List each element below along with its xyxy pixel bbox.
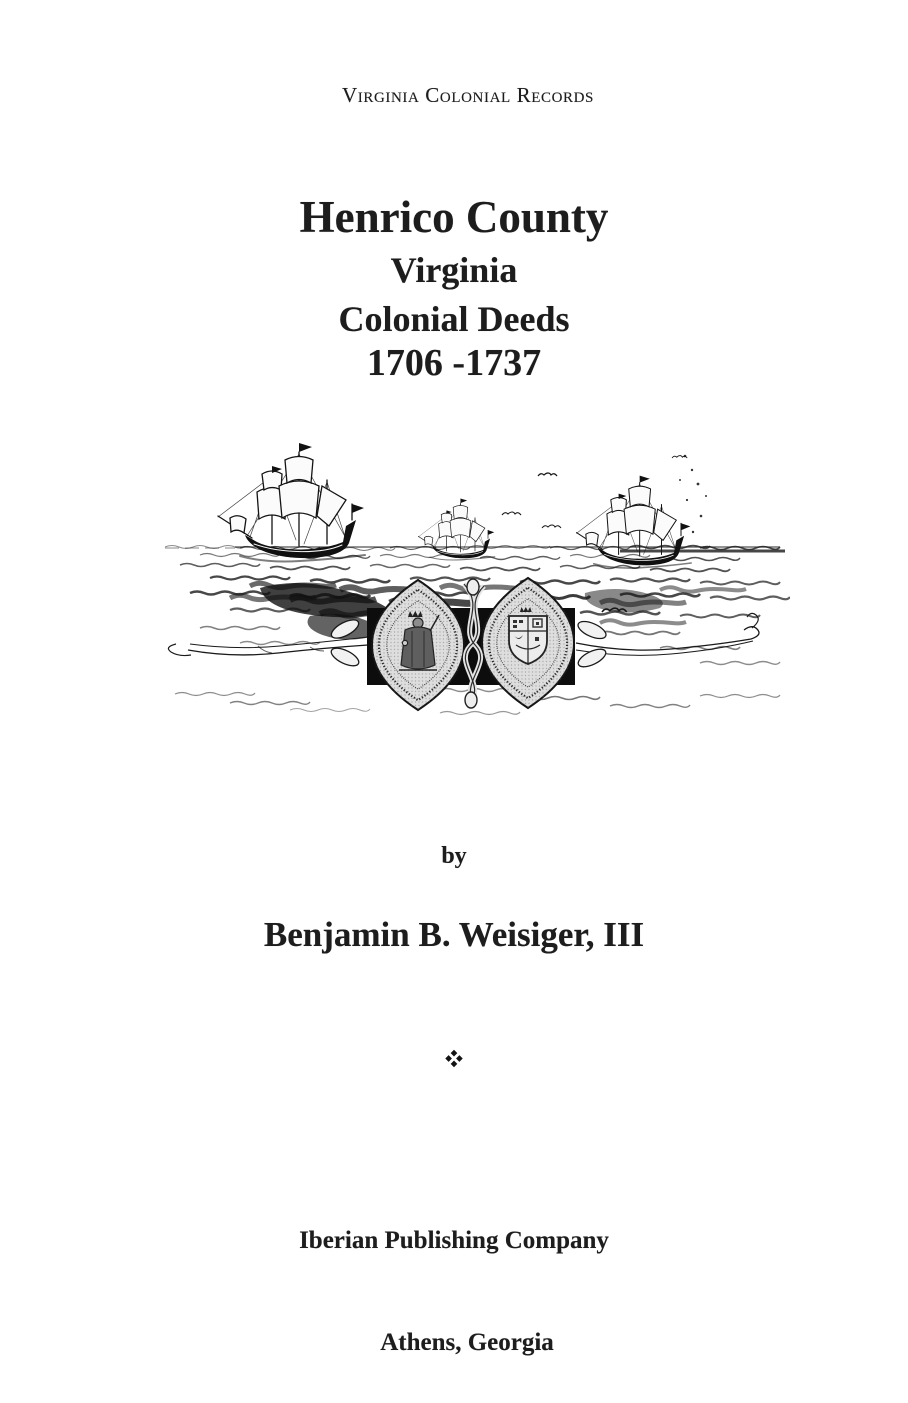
- publisher-name: Iberian Publishing Company: [299, 1227, 609, 1254]
- book-subtitle-type: Colonial Deeds: [338, 299, 570, 339]
- publisher-location: Athens, Georgia: [380, 1329, 554, 1356]
- book-date-range: 1706 -1737: [366, 342, 542, 384]
- ships-and-seals-engraving: [140, 438, 790, 738]
- book-title: Henrico County: [299, 192, 609, 242]
- series-header: Virginia Colonial Records: [342, 83, 594, 107]
- ship-middle: [418, 498, 494, 560]
- byline-label: by: [441, 843, 467, 869]
- ship-left: [218, 443, 365, 561]
- author-name: Benjamin B. Weisiger, III: [263, 915, 645, 954]
- imprint: [0, 1156, 908, 1403]
- book-subtitle-state: Virginia: [390, 250, 518, 290]
- four-diamond-ornament-icon: [445, 1049, 464, 1068]
